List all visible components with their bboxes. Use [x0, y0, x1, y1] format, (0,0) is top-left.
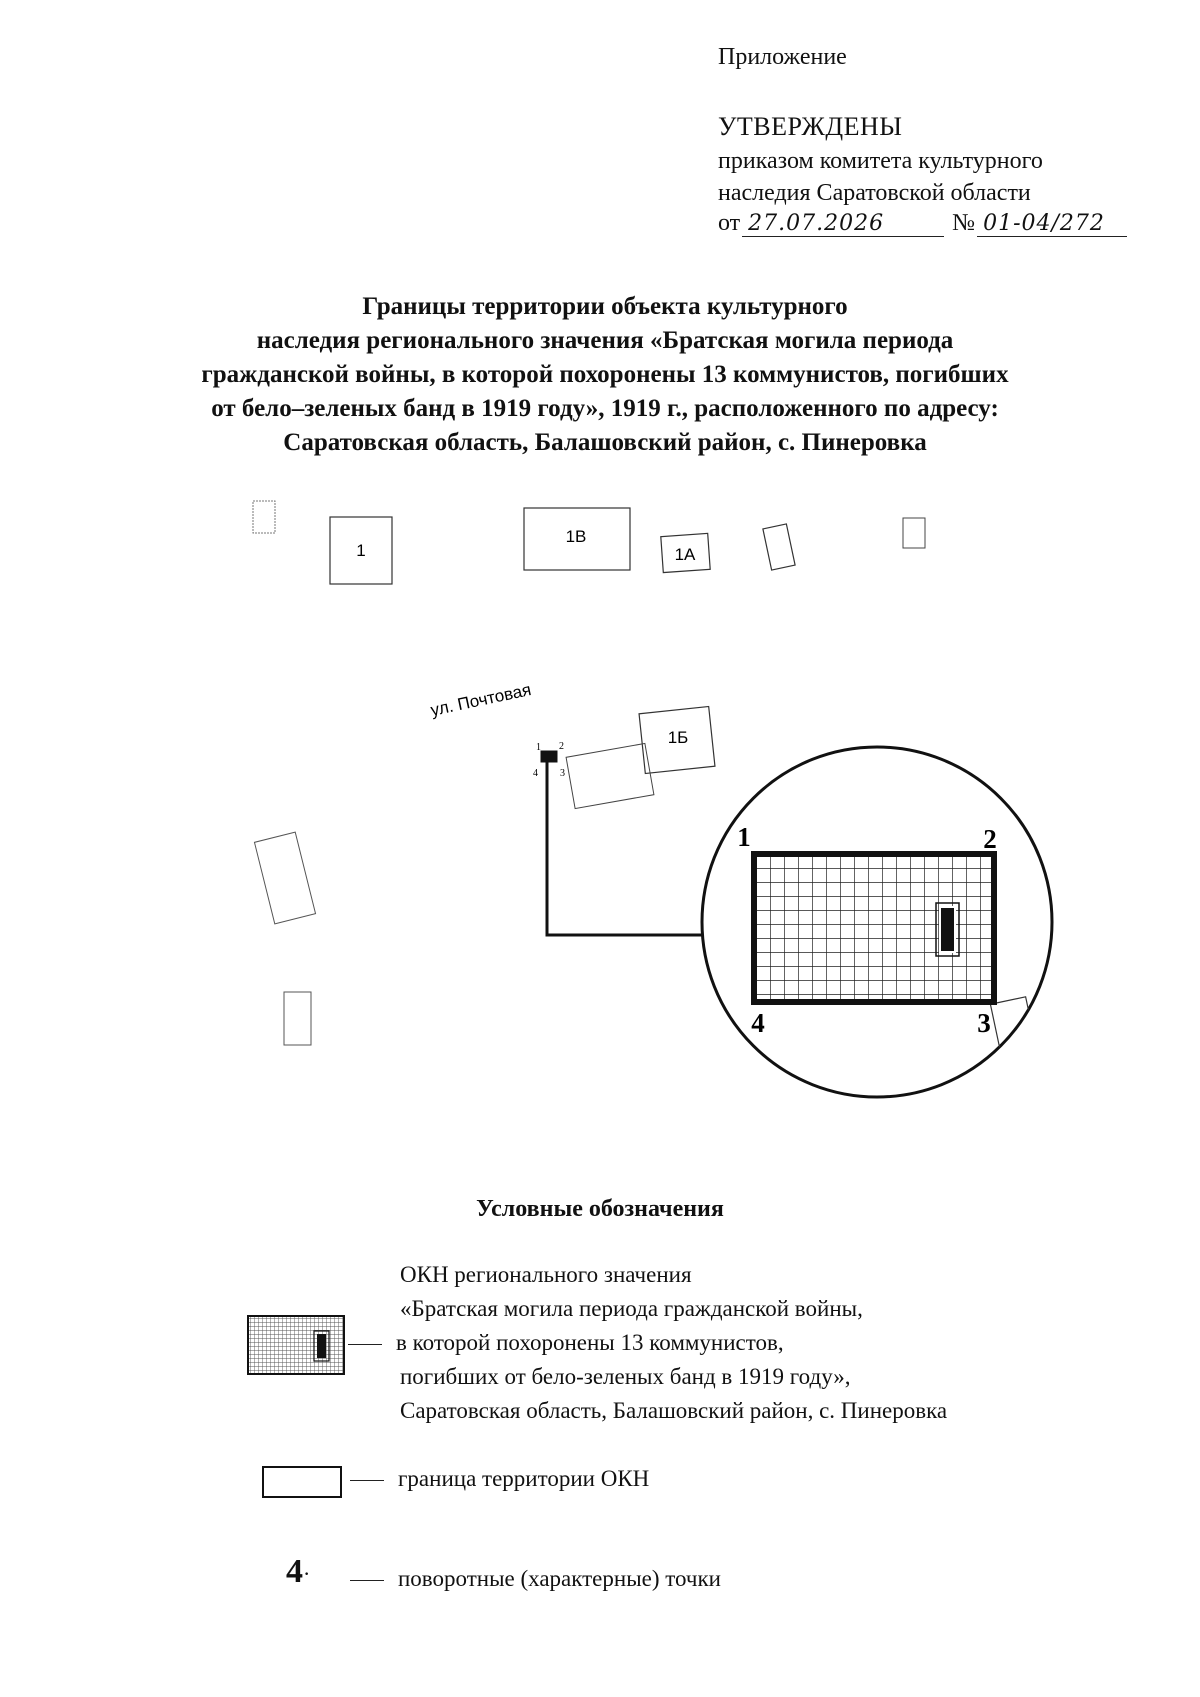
appendix-label: Приложение: [718, 44, 847, 70]
approved-by-line-1: приказом комитета культурного: [718, 148, 1043, 174]
handwritten-number: 01-04/272: [977, 211, 1127, 237]
legend-okn-description: [396, 1258, 948, 1428]
legend-boundary-row: [350, 1466, 649, 1492]
point-label-small: 1: [536, 742, 541, 753]
building-label-1: 1: [356, 541, 366, 560]
legend-okn-line: «Братская могила периода гражданской войны,: [400, 1296, 863, 1321]
legend-okn-line: ОКН регионального значения: [400, 1262, 692, 1287]
legend-okn-symbol: [246, 1314, 346, 1376]
monument-small-symbol: [541, 751, 557, 762]
building-outline: [254, 832, 315, 924]
legend-title: Условные обозначения: [476, 1196, 724, 1222]
building-label-1b: 1Б: [667, 728, 689, 747]
building-outline: [284, 992, 311, 1045]
point-label-small: 3: [560, 768, 565, 779]
approved-label: УТВЕРЖДЕНЫ: [718, 112, 903, 141]
building-outline: [253, 501, 275, 533]
legend-point-symbol: 4·: [286, 1553, 311, 1590]
title-line: наследия регионального значения «Братская могила периода: [256, 327, 954, 354]
handwritten-date: 27.07.2026: [742, 211, 944, 237]
point-label-small: 4: [533, 768, 538, 779]
legend-dash: [350, 1580, 384, 1581]
grave-marker: [940, 907, 955, 952]
date-prefix: от: [718, 210, 741, 236]
point-label-large: 2: [983, 824, 997, 854]
building-label-1v: 1В: [565, 527, 587, 546]
point-label-large: 1: [737, 822, 751, 852]
legend-points-label: поворотные (характерные) точки: [398, 1566, 721, 1591]
title-line: гражданской войны, в которой похоронены 13 коммунистов, погибших: [201, 361, 1009, 388]
legend-dash: [348, 1344, 382, 1345]
title-line: Саратовская область, Балашовский район, с. Пинеровка: [283, 429, 927, 456]
point-label-large: 3: [977, 1008, 991, 1038]
point-label-large: 4: [751, 1008, 765, 1038]
callout-leader-line: [547, 762, 705, 935]
legend-okn-line: погибших от бело-зеленых банд в 1919 году»,: [400, 1364, 851, 1389]
title-line: от бело–зеленых банд в 1919 году», 1919 г., расположенного по адресу:: [211, 395, 999, 422]
title-line: Границы территории объекта культурного: [362, 293, 848, 320]
legend-points-row: [350, 1566, 721, 1592]
legend-okn-line: [396, 1326, 947, 1360]
legend-okn-line: Саратовская область, Балашовский район, с. Пинеровка: [400, 1398, 948, 1423]
building-outline: [566, 743, 654, 808]
street-label: ул. Почтовая: [428, 680, 533, 720]
building-label-1a: 1А: [674, 545, 696, 564]
building-outline: [903, 518, 925, 548]
point-label-small: 2: [559, 741, 564, 752]
legend-boundary-symbol: [262, 1466, 342, 1498]
okn-territory-enlarged: [754, 854, 994, 1002]
legend-dash: [350, 1480, 384, 1481]
approved-by-line-2: наследия Саратовской области: [718, 180, 1031, 206]
legend-boundary-label: граница территории ОКН: [398, 1466, 650, 1491]
number-prefix: №: [952, 210, 976, 236]
legend-okn-line-text: в которой похоронены 13 коммунистов,: [396, 1330, 784, 1355]
building-outline: [763, 524, 795, 570]
